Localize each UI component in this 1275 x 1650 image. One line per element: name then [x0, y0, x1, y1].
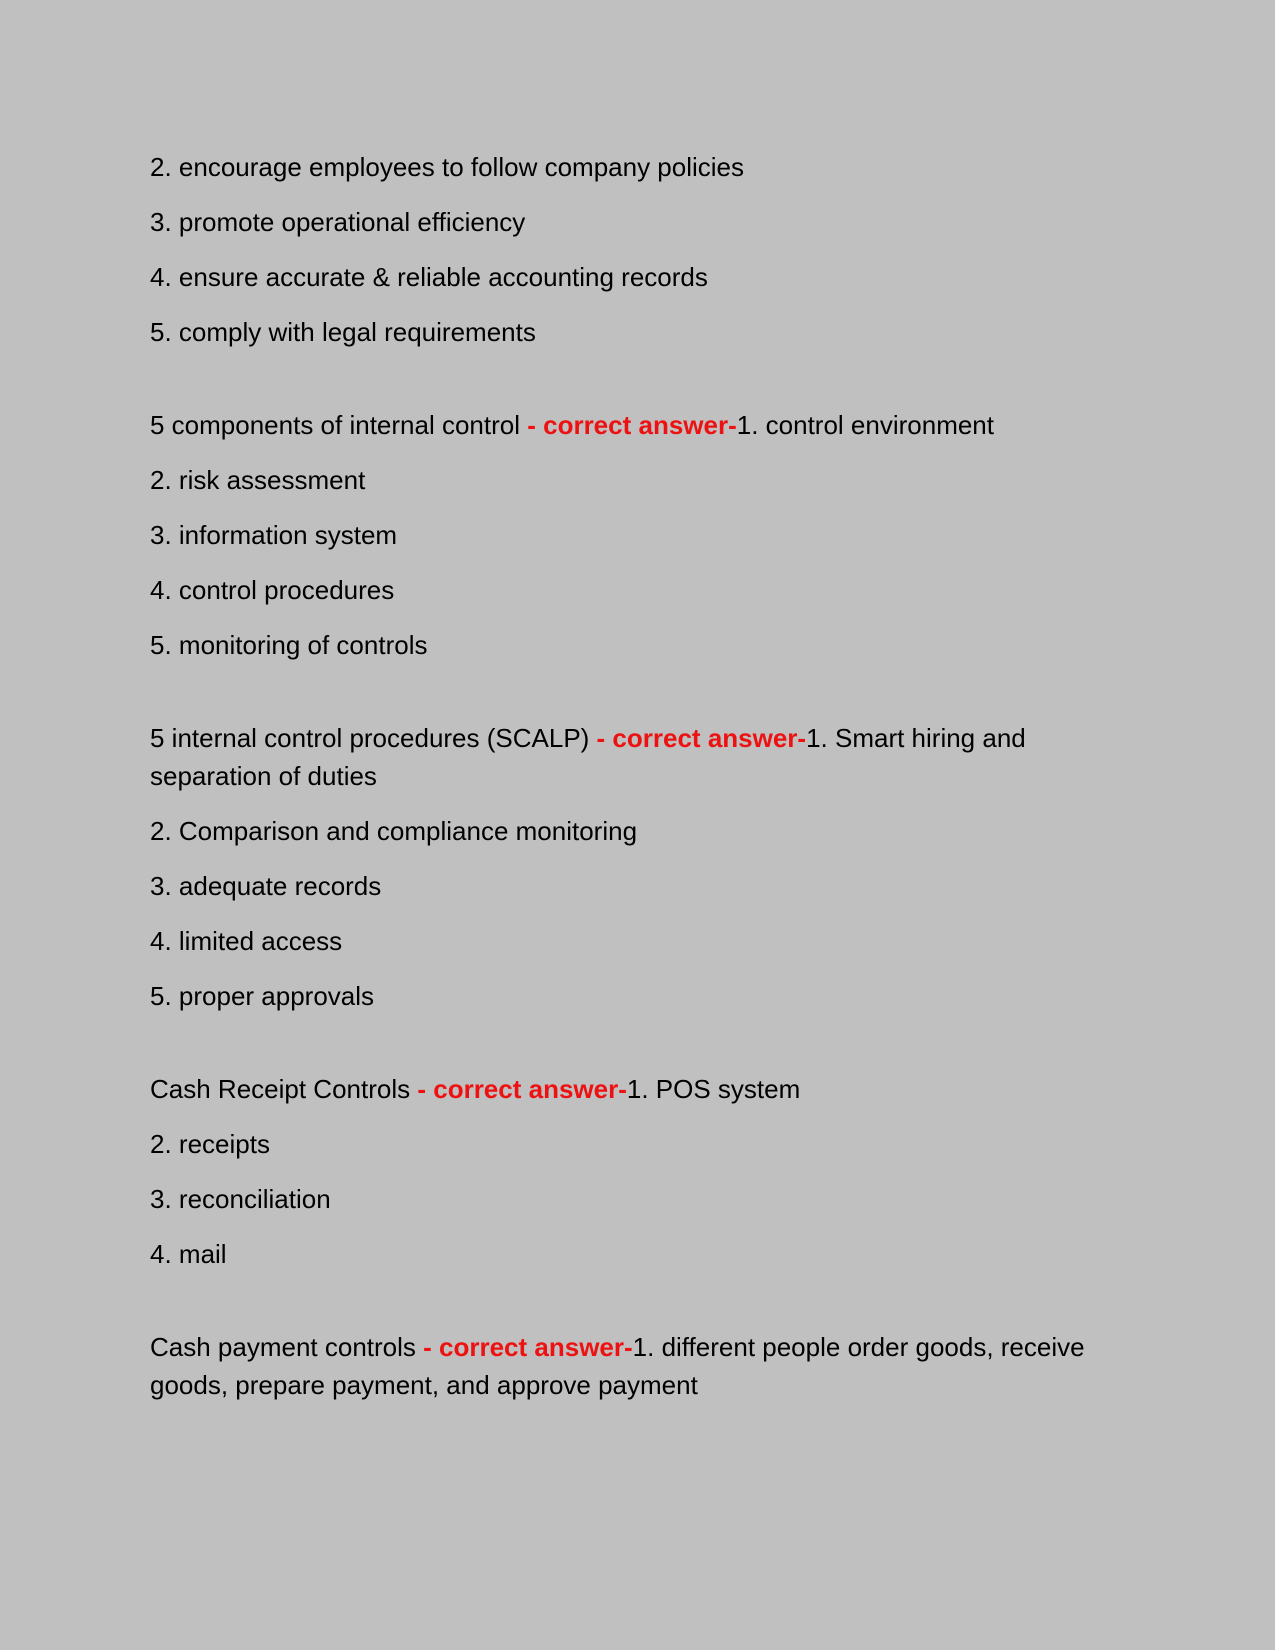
- question-text: Cash payment controls: [150, 1332, 416, 1362]
- qa-block-cash-receipt: [150, 1070, 1125, 1273]
- first-answer: 1. POS system: [626, 1074, 801, 1104]
- list-item: 4. ensure accurate & reliable accounting records: [150, 262, 708, 292]
- list-item: 5. monitoring of controls: [150, 630, 428, 660]
- question-line: [150, 406, 1125, 444]
- list-item: 3. promote operational efficiency: [150, 207, 526, 237]
- question-line: [150, 1328, 1125, 1404]
- correct-answer-marker: - correct answer-: [415, 1332, 633, 1362]
- question-line: [150, 719, 1125, 795]
- qa-block-scalp: [150, 719, 1125, 1015]
- list-block-continuation: [150, 148, 1125, 351]
- list-item: 2. encourage employees to follow company policies: [150, 152, 745, 182]
- list-item: 5. proper approvals: [150, 981, 375, 1011]
- list-item: 4. control procedures: [150, 575, 395, 605]
- list-item: 2. risk assessment: [150, 465, 366, 495]
- document-content: [150, 148, 1125, 1459]
- list-item: 3. adequate records: [150, 871, 382, 901]
- list-item: 3. reconciliation: [150, 1184, 331, 1214]
- list-item: 4. limited access: [150, 926, 343, 956]
- question-text: Cash Receipt Controls: [150, 1074, 411, 1104]
- qa-block-cash-payment: [150, 1328, 1125, 1404]
- list-item: 2. receipts: [150, 1129, 270, 1159]
- list-item: 3. information system: [150, 520, 398, 550]
- correct-answer-marker: - correct answer-: [520, 410, 737, 440]
- question-text: 5 components of internal control: [150, 410, 520, 440]
- correct-answer-marker: - correct answer-: [589, 723, 807, 753]
- first-answer: 1. Smart hiring and separation of duties: [150, 723, 1026, 791]
- list-item: 5. comply with legal requirements: [150, 317, 536, 347]
- question-line: [150, 1070, 1125, 1108]
- first-answer: 1. control environment: [736, 410, 994, 440]
- question-text: 5 internal control procedures (SCALP): [150, 723, 590, 753]
- list-item: 2. Comparison and compliance monitoring: [150, 816, 638, 846]
- first-answer: 1. different people order goods, receive goods, prepare payment, and approve payment: [150, 1332, 1085, 1400]
- qa-block-components: [150, 406, 1125, 664]
- list-item: 4. mail: [150, 1239, 227, 1269]
- correct-answer-marker: - correct answer-: [410, 1074, 627, 1104]
